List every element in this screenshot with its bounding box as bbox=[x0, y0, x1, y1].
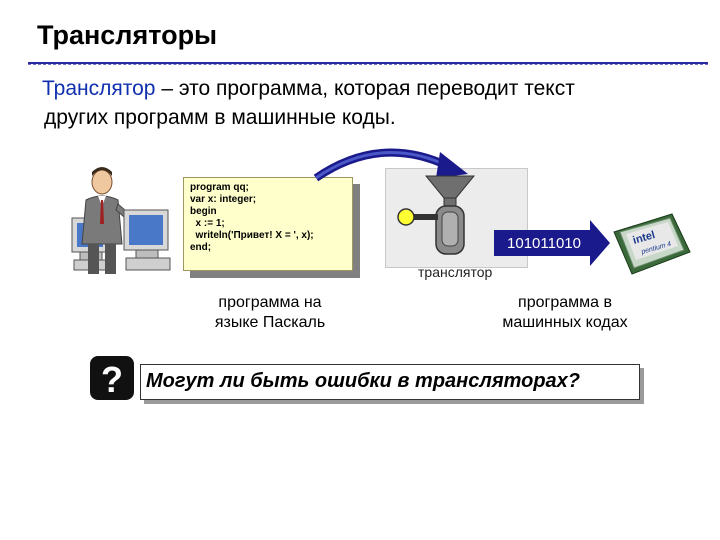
chip-brand: intel bbox=[631, 229, 657, 247]
caption-machine-code bbox=[480, 293, 650, 333]
slide-title: Трансляторы bbox=[37, 20, 218, 50]
binary-code: 101011010 bbox=[507, 235, 581, 252]
caption-pascal bbox=[200, 293, 340, 333]
pascal-code-box bbox=[183, 177, 353, 271]
caption-line: программа на bbox=[218, 294, 322, 311]
definition-line2: других программ в машинные коды. bbox=[44, 106, 396, 129]
caption-line: машинных кодах bbox=[502, 314, 628, 331]
chip-model: pentium 4 bbox=[640, 240, 673, 256]
code-line: begin bbox=[190, 206, 217, 217]
caption-line: программа в bbox=[518, 294, 612, 311]
question-mark-icon bbox=[88, 354, 138, 404]
definition-rest: – это программа, которая переводит текст bbox=[155, 77, 575, 100]
code-line: writeln('Привет! X = ', x); bbox=[190, 230, 314, 241]
output-arrow bbox=[494, 220, 612, 266]
question-mark: ? bbox=[101, 359, 123, 400]
definition-text bbox=[42, 74, 702, 132]
question-text: Могут ли быть ошибки в трансляторах? bbox=[146, 370, 581, 392]
caption-line: языке Паскаль bbox=[214, 314, 326, 331]
code-line: x := 1; bbox=[190, 218, 225, 229]
programmer-illustration bbox=[70, 160, 180, 290]
title-divider bbox=[28, 62, 708, 65]
translator-machine-icon bbox=[390, 172, 500, 262]
processor-chip-icon bbox=[612, 212, 692, 276]
code-line: end; bbox=[190, 242, 212, 253]
code-line: var x: integer; bbox=[190, 194, 257, 205]
translator-label: транслятор bbox=[418, 264, 493, 280]
definition-term: Транслятор bbox=[42, 77, 156, 100]
code-line: program qq; bbox=[190, 182, 249, 193]
